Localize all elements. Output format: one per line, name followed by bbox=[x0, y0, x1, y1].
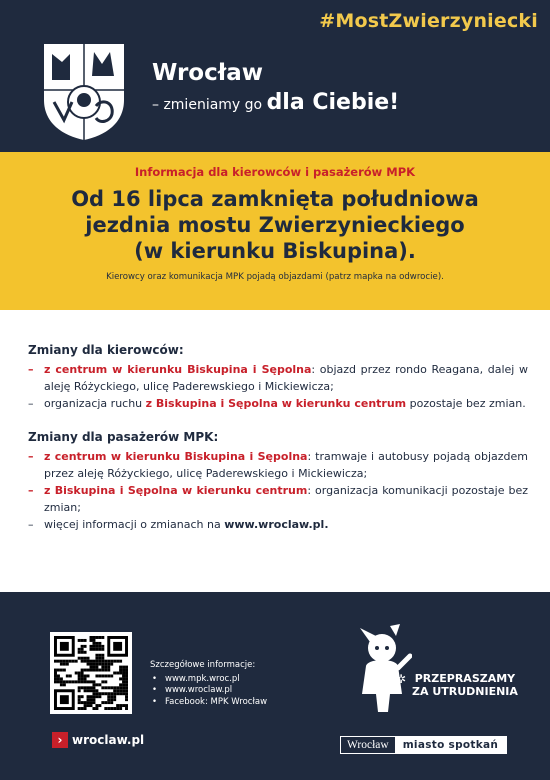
link-wroclaw[interactable]: • www.wroclaw.pl bbox=[150, 685, 267, 697]
mascot-icon bbox=[350, 622, 412, 714]
city-crest-icon bbox=[40, 40, 128, 142]
headline-line-2: jezdnia mostu Zwierzynieckiego bbox=[85, 213, 465, 237]
drivers-list bbox=[28, 361, 528, 412]
item-text: pozostaje bez zmian. bbox=[406, 397, 526, 410]
headline bbox=[0, 186, 550, 264]
highlight-text: z centrum w kierunku Biskupina i Sępolna bbox=[44, 450, 308, 463]
info-line: Informacja dla kierowców i pasażerów MPK bbox=[134, 165, 416, 179]
item-text: organizacja ruchu bbox=[44, 397, 146, 410]
list-dash: – bbox=[28, 397, 34, 410]
list-dash: – bbox=[28, 450, 34, 463]
list-dash: – bbox=[28, 518, 34, 531]
city-name: Wrocław bbox=[152, 60, 264, 86]
link-mpk[interactable]: • www.mpk.wroc.pl bbox=[150, 674, 267, 686]
apology-line-1: PRZEPRASZAMY bbox=[414, 672, 516, 685]
item-text: : objazd przez rondo Reagana, dalej w aleję Różyckiego, ulicę Paderewskiego i Mickiewicza; bbox=[44, 363, 528, 393]
list-item bbox=[28, 448, 528, 482]
details-title: Szczegółowe informacje: bbox=[150, 660, 256, 670]
brand-logo bbox=[340, 736, 507, 754]
logo-text: wroclaw.pl bbox=[72, 733, 145, 747]
passengers-list bbox=[28, 448, 528, 533]
list-dash: – bbox=[28, 484, 34, 497]
logo-arrow-icon: › bbox=[52, 732, 68, 748]
announcement-banner bbox=[0, 152, 550, 310]
website-link[interactable]: www.wroclaw.pl. bbox=[224, 518, 329, 531]
slogan-emphasis: dla Ciebie! bbox=[266, 90, 400, 115]
brand-left: Wrocław bbox=[347, 739, 389, 751]
wroclaw-pl-logo bbox=[52, 732, 144, 748]
item-text: : organizacja komunikacji pozostaje bez zmian; bbox=[44, 484, 528, 514]
slogan-prefix: – zmieniamy go bbox=[152, 97, 267, 113]
slogan bbox=[152, 90, 399, 115]
highlight-text: z centrum w kierunku Biskupina i Sępolna bbox=[44, 363, 312, 376]
list-item bbox=[28, 482, 528, 516]
passengers-title: Zmiany dla pasażerów MPK: bbox=[28, 430, 219, 444]
hashtag: #MostZwierzyniecki bbox=[319, 10, 538, 32]
footer bbox=[0, 592, 550, 780]
brand-right: miasto spotkań bbox=[395, 737, 507, 753]
list-dash: – bbox=[28, 363, 34, 376]
highlight-text: z Biskupina i Sępolna w kierunku centrum bbox=[145, 397, 407, 410]
list-item bbox=[28, 395, 528, 412]
item-text: : tramwaje i autobusy pojadą objazdem przez aleję Różyckiego, ulicę Paderewskiego i Mickiewicza; bbox=[44, 450, 528, 480]
header bbox=[0, 0, 550, 152]
apology-line-2: ZA UTRUDNIENIA bbox=[412, 685, 518, 698]
details-block bbox=[150, 660, 267, 708]
details-links bbox=[150, 674, 267, 709]
list-item bbox=[28, 516, 528, 533]
item-text: więcej informacji o zmianach na bbox=[44, 518, 225, 531]
qr-code-icon bbox=[54, 636, 128, 710]
gear-icon: ✲ bbox=[396, 672, 407, 686]
drivers-title: Zmiany dla kierowców: bbox=[28, 343, 184, 357]
headline-line-1: Od 16 lipca zamknięta południowa bbox=[71, 187, 479, 211]
highlight-text: z Biskupina i Sępolna w kierunku centrum bbox=[44, 484, 308, 497]
detour-note: Kierowcy oraz komunikacja MPK pojadą objazdami (patrz mapka na odwrocie). bbox=[106, 272, 444, 282]
apology-text bbox=[396, 672, 518, 698]
qr-code[interactable] bbox=[50, 632, 132, 714]
link-facebook[interactable]: • Facebook: MPK Wrocław bbox=[150, 697, 267, 709]
headline-line-3: (w kierunku Biskupina). bbox=[134, 239, 416, 263]
list-item bbox=[28, 361, 528, 395]
changes-section bbox=[0, 310, 550, 592]
